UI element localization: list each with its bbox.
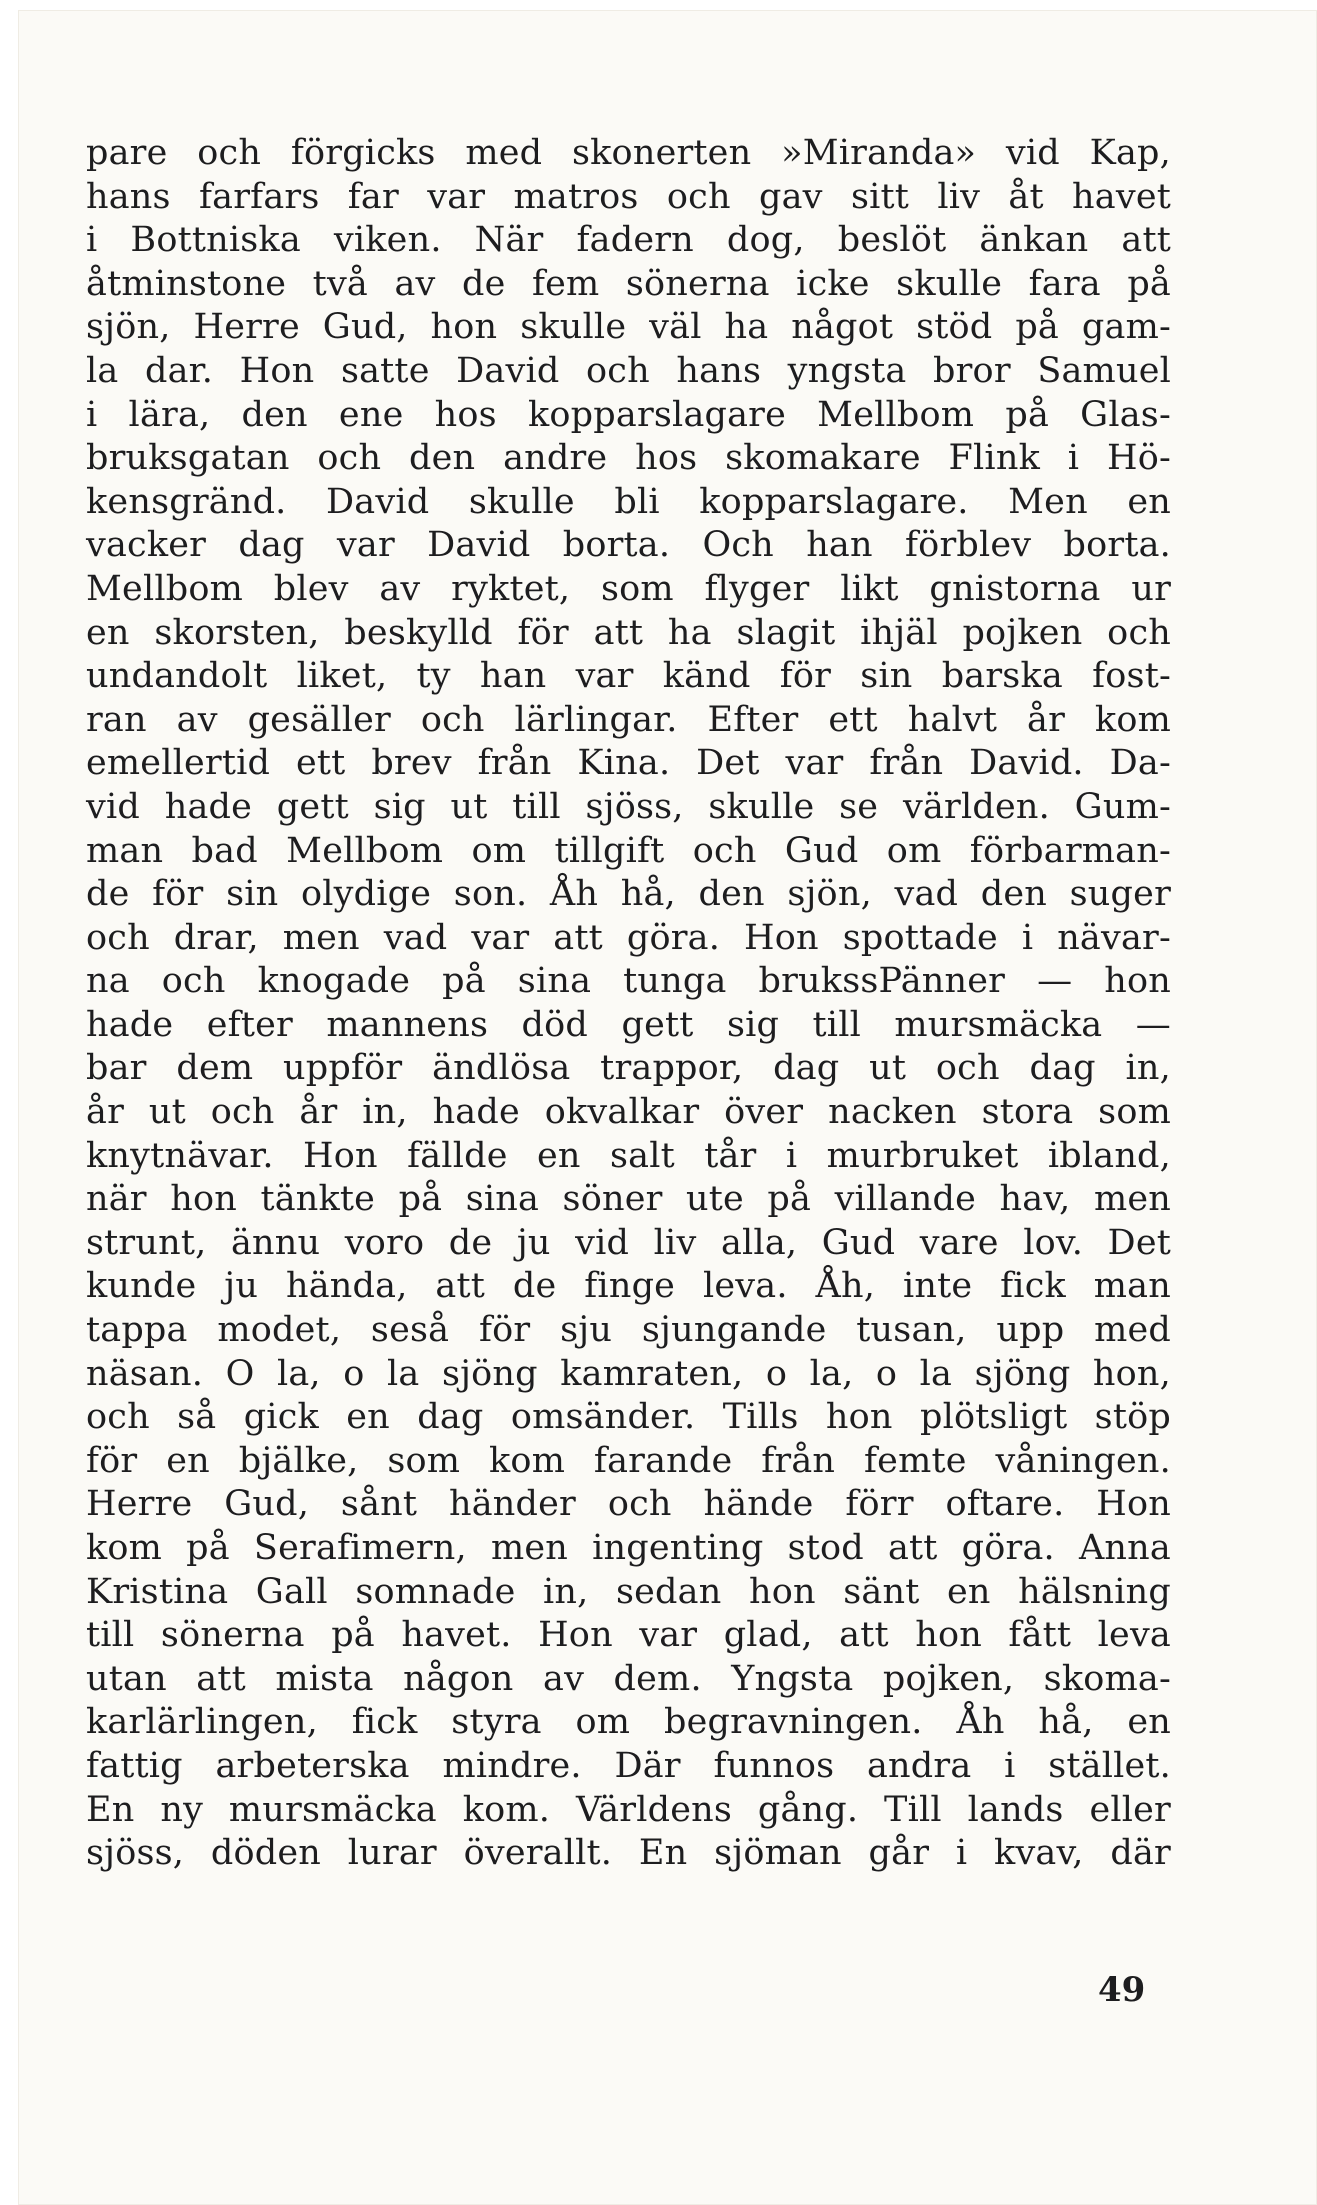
text-line: kunde ju hända, att de finge leva. Åh, inte fick man xyxy=(86,1266,1171,1307)
text-line: pare och förgicks med skonerten »Miranda» vid Kap, xyxy=(86,133,1171,173)
text-line: hade efter mannens död gett sig till mursmäcka — xyxy=(86,1004,1171,1045)
text-line: tappa modet, seså för sju sjungande tusan, upp med xyxy=(86,1310,1171,1351)
book-page xyxy=(18,10,1317,2205)
text-line: Mellbom blev av ryktet, som flyger likt gnistorna ur xyxy=(86,568,1171,609)
text-line: för en bjälke, som kom farande från femte våningen. xyxy=(86,1440,1171,1481)
text-line: näsan. O la, o la sjöng kamraten, o la, o la sjöng hon, xyxy=(86,1353,1171,1394)
text-line: fattig arbeterska mindre. Där funnos andra i stället. xyxy=(86,1745,1171,1786)
text-line: i Bottniska viken. När fadern dog, beslöt änkan att xyxy=(86,220,1171,261)
text-line: na och knogade på sina tunga brukssPänner — hon xyxy=(86,961,1171,1002)
text-line: bruksgatan och den andre hos skomakare Flink i Hö- xyxy=(86,438,1171,479)
text-line: kom på Serafimern, men ingenting stod att göra. Anna xyxy=(86,1528,1171,1568)
text-line: år ut och år in, hade okvalkar över nacken stora som xyxy=(86,1092,1171,1133)
text-line: hans farfars far var matros och gav sitt liv åt havet xyxy=(86,176,1171,217)
text-line: karlärlingen, fick styra om begravningen. Åh hå, en xyxy=(86,1702,1171,1743)
page-number: 49 xyxy=(1098,1970,1146,2010)
text-line: åtminstone två av de fem sönerna icke skulle fara på xyxy=(86,263,1171,304)
body-text xyxy=(86,132,1171,1876)
text-line: en skorsten, beskylld för att ha slagit ihjäl pojken och xyxy=(86,612,1171,653)
text-line: ran av gesäller och lärlingar. Efter ett halvt år kom xyxy=(86,699,1171,740)
text-line: Herre Gud, sånt händer och hände förr oftare. Hon xyxy=(86,1484,1171,1525)
text-line: och så gick en dag omsänder. Tills hon plötsligt stöp xyxy=(86,1397,1171,1438)
text-line: undandolt liket, ty han var känd för sin barska fost- xyxy=(86,656,1171,697)
text-line: la dar. Hon satte David och hans yngsta bror Samuel xyxy=(86,350,1171,391)
text-line: vacker dag var David borta. Och han förblev borta. xyxy=(86,525,1171,566)
text-line: man bad Mellbom om tillgift och Gud om förbarman- xyxy=(86,830,1171,871)
text-line: Kristina Gall somnade in, sedan hon sänt en hälsning xyxy=(86,1571,1171,1612)
text-line: utan att mista någon av dem. Yngsta pojken, skoma- xyxy=(86,1658,1171,1699)
text-line: kensgränd. David skulle bli kopparslagare. Men en xyxy=(86,481,1171,522)
text-line: sjön, Herre Gud, hon skulle väl ha något stöd på gam- xyxy=(86,307,1171,348)
text-line: när hon tänkte på sina söner ute på villande hav, men xyxy=(86,1179,1171,1220)
text-line: bar dem uppför ändlösa trappor, dag ut och dag in, xyxy=(86,1048,1171,1089)
text-line: i lära, den ene hos kopparslagare Mellbom på Glas- xyxy=(86,394,1171,435)
text-line: strunt, ännu voro de ju vid liv alla, Gud vare lov. Det xyxy=(86,1222,1171,1263)
text-line: till sönerna på havet. Hon var glad, att hon fått leva xyxy=(86,1615,1171,1656)
text-line: knytnävar. Hon fällde en salt tår i murbruket ibland, xyxy=(86,1135,1171,1176)
text-line: emellertid ett brev från Kina. Det var från David. Da- xyxy=(86,743,1171,784)
text-line: vid hade gett sig ut till sjöss, skulle se världen. Gum- xyxy=(86,786,1171,827)
text-line: de för sin olydige son. Åh hå, den sjön, vad den suger xyxy=(86,874,1171,915)
text-line: En ny mursmäcka kom. Världens gång. Till lands eller xyxy=(86,1789,1171,1830)
text-line: och drar, men vad var att göra. Hon spottade i nävar- xyxy=(86,917,1171,958)
text-line: sjöss, döden lurar överallt. En sjöman går i kvav, där xyxy=(86,1833,1171,1874)
